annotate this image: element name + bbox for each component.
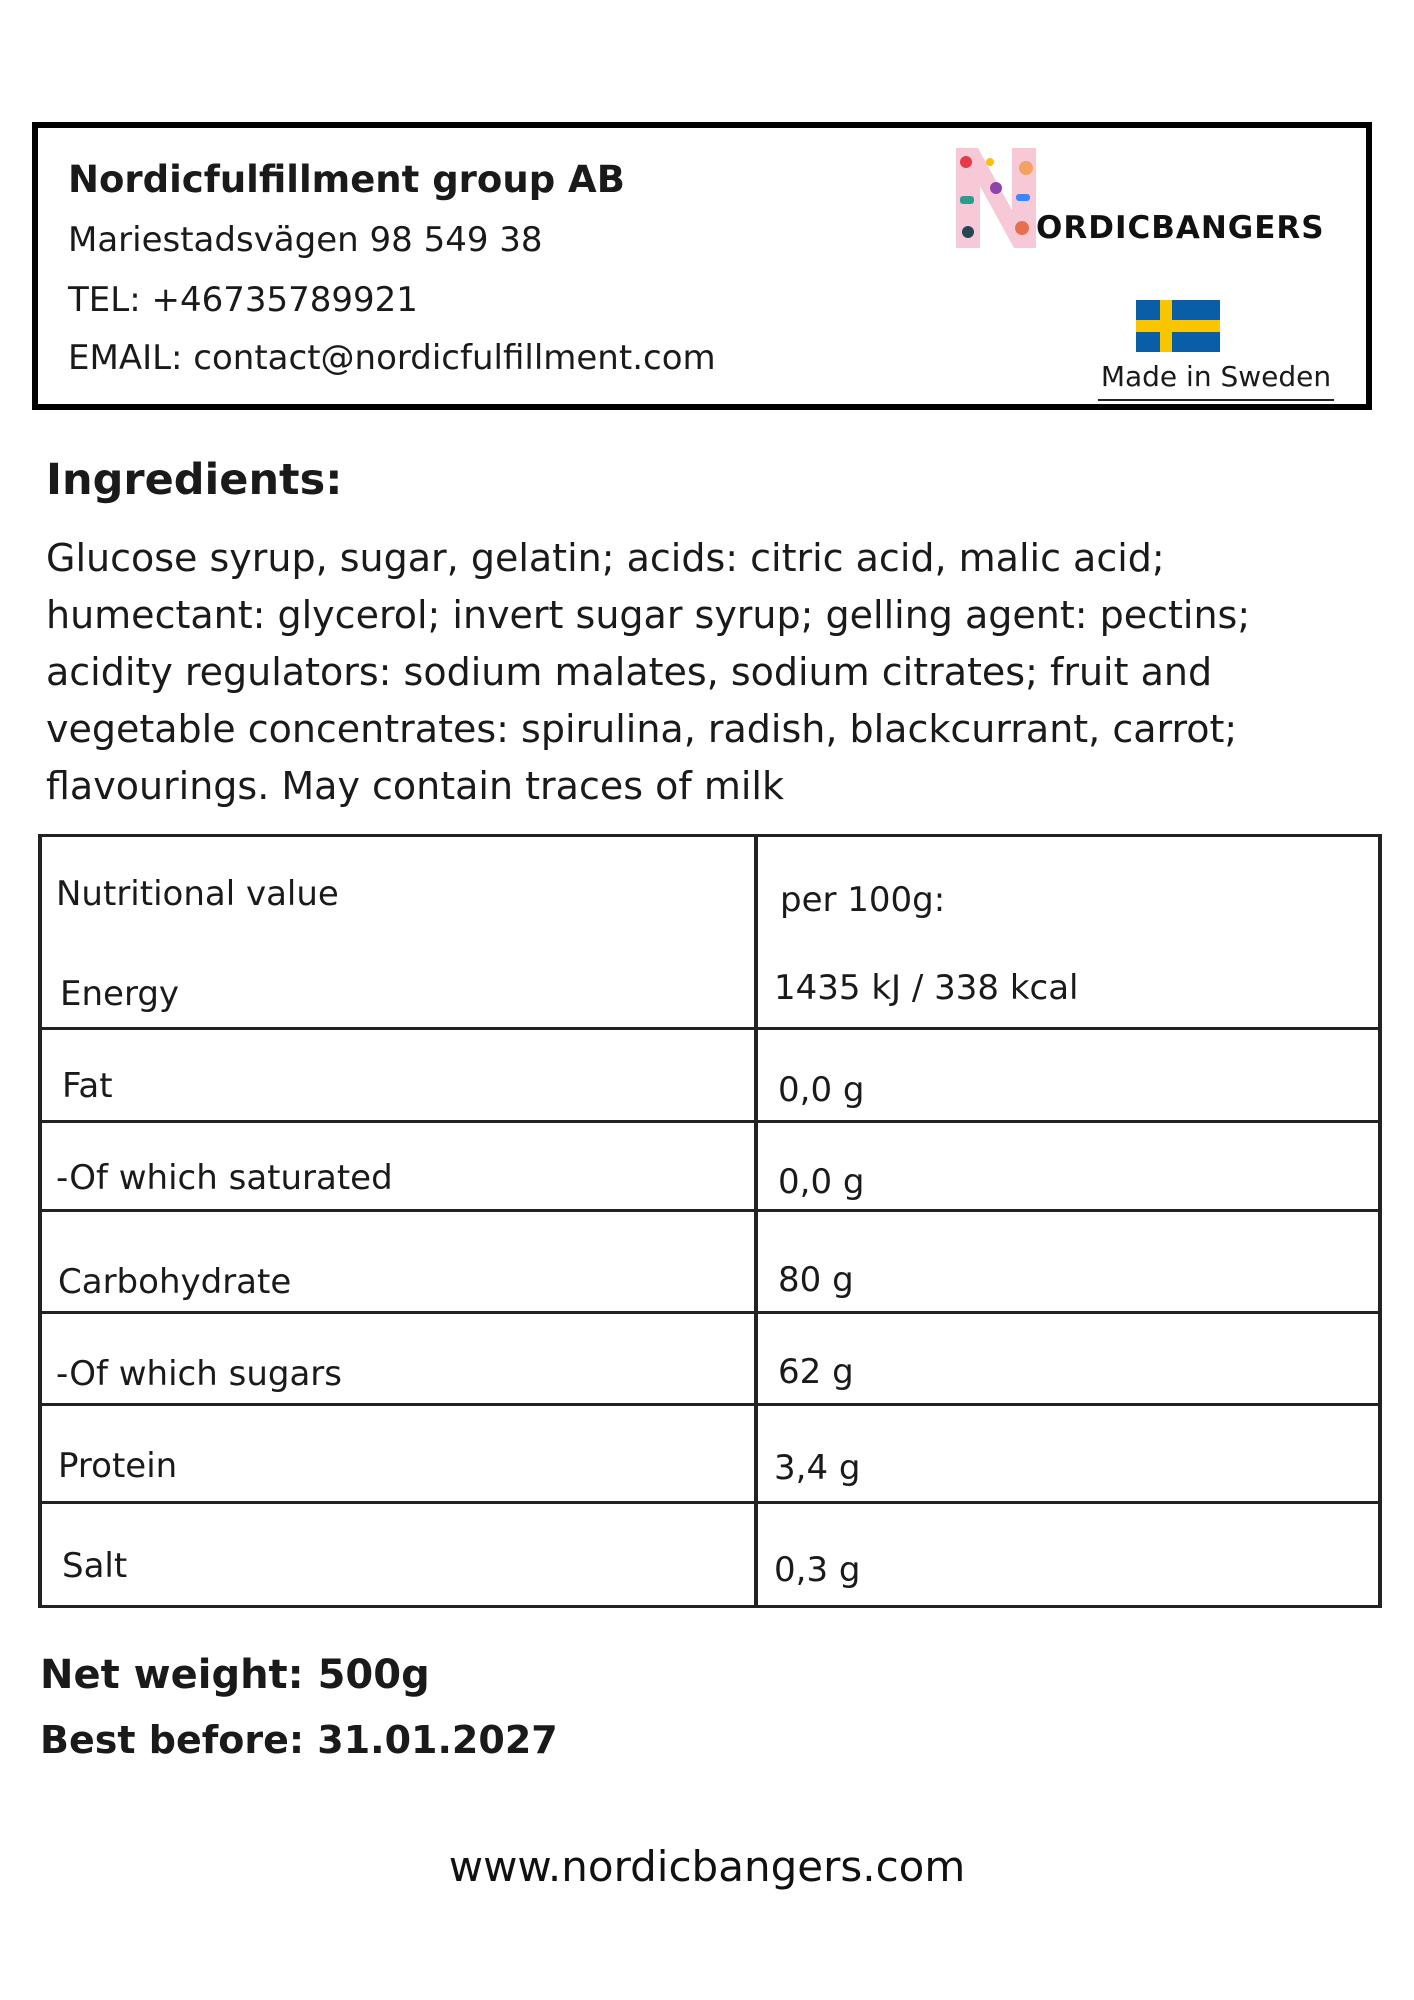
nutrition-row-label: Fat xyxy=(62,1066,113,1106)
nutrition-row-label: Energy xyxy=(60,974,180,1014)
logo-candy-n-icon xyxy=(956,148,1036,248)
nutrition-row-value: 62 g xyxy=(778,1352,854,1392)
nutrition-table xyxy=(38,834,1382,1608)
nutrition-row-value: 0,0 g xyxy=(778,1070,865,1110)
nutrition-row-value: 0,3 g xyxy=(774,1550,861,1590)
nutrition-row-label: Carbohydrate xyxy=(58,1262,292,1302)
nutrition-header-value: per 100g: xyxy=(780,880,946,920)
company-address: Mariestadsvägen 98 549 38 xyxy=(68,220,543,260)
sweden-flag-icon xyxy=(1136,300,1220,352)
ingredients-title: Ingredients: xyxy=(46,455,343,505)
nutrition-row-label: Salt xyxy=(62,1546,128,1586)
company-email: EMAIL: contact@nordicfulfillment.com xyxy=(68,338,716,378)
logo-text: ORDICBANGERS xyxy=(1036,210,1325,246)
made-in-sweden-label: Made in Sweden xyxy=(1098,360,1334,401)
net-weight: Net weight: 500g xyxy=(40,1652,430,1698)
nutrition-row-value: 0,0 g xyxy=(778,1162,865,1202)
website-url: www.nordicbangers.com xyxy=(448,1842,966,1891)
nutrition-row-value: 80 g xyxy=(778,1260,854,1300)
nutrition-row-value: 1435 kJ / 338 kcal xyxy=(774,968,1079,1008)
company-info-box xyxy=(32,122,1372,410)
nutrition-row-label: -Of which saturated xyxy=(56,1158,393,1198)
brand-logo xyxy=(956,148,1336,258)
company-phone: TEL: +46735789921 xyxy=(68,280,418,320)
nutrition-header-label: Nutritional value xyxy=(56,874,339,914)
best-before-date: Best before: 31.01.2027 xyxy=(40,1718,558,1762)
company-name: Nordicfulfillment group AB xyxy=(68,158,625,201)
nutrition-row-value: 3,4 g xyxy=(774,1448,861,1488)
nutrition-row-label: Protein xyxy=(58,1446,178,1486)
nutrition-row-label: -Of which sugars xyxy=(56,1354,342,1394)
ingredients-text: Glucose syrup, sugar, gelatin; acids: citric acid, malic acid; humectant: glycerol; invert sugar syrup; gelling agent: pectins; acidity regulators: sodium malates, sodium citrates; fruit and vegetable concentrates: spirulina, radish, blackcurrant, carrot; flavourings. May contain traces of milk xyxy=(46,536,1251,808)
